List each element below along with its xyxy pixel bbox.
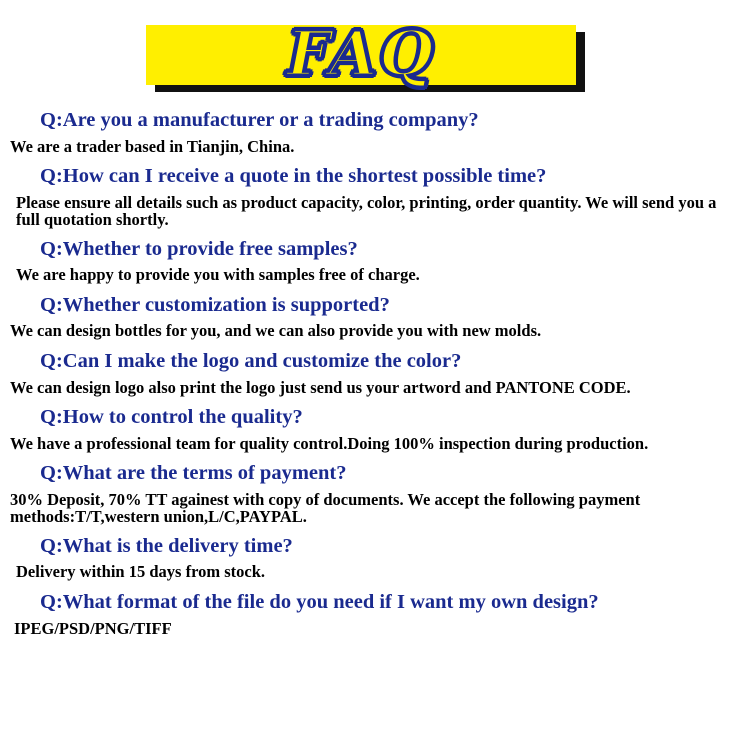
faq-item (6, 588, 744, 638)
page-title: FAQ (286, 17, 436, 90)
faq-question: Q:Whether customization is supported? (40, 293, 390, 316)
faq-answer: We have a professional team for quality control.Doing 100% inspection during production. (10, 433, 649, 453)
faq-question: Q:What format of the file do you need if I want my own design? (40, 590, 599, 613)
faq-question: Q:Whether to provide free samples? (40, 237, 358, 260)
faq-answer: IPEG/PSD/PNG/TIFF (14, 618, 172, 638)
faq-question: Q:How can I receive a quote in the shortest possible time? (40, 165, 547, 188)
faq-answer: 30% Deposit, 70% TT againest with copy of documents. We accept the following payment methods:T/T,western union,L/C,PAYPAL. (10, 490, 641, 527)
faq-question: Q:Can I make the logo and customize the color? (40, 349, 462, 372)
faq-item (6, 347, 744, 397)
faq-question: Q:What is the delivery time? (40, 534, 293, 557)
faq-item (6, 459, 744, 525)
faq-item (6, 106, 744, 156)
faq-answer: We are happy to provide you with samples free of charge. (16, 265, 420, 285)
faq-banner (0, 0, 750, 100)
faq-question: Q:How to control the quality? (40, 406, 303, 429)
faq-item (6, 403, 744, 453)
faq-answer: We can design logo also print the logo just send us your artword and PANTONE CODE. (10, 377, 631, 397)
faq-answer: We are a trader based in Tianjin, China. (10, 136, 295, 156)
faq-item (6, 291, 744, 341)
faq-question: Q:What are the terms of payment? (40, 462, 347, 485)
faq-item (6, 162, 744, 228)
faq-list (0, 106, 750, 638)
faq-question: Q:Are you a manufacturer or a trading company? (40, 109, 479, 131)
faq-answer: Delivery within 15 days from stock. (16, 562, 266, 582)
faq-item (6, 235, 744, 285)
faq-item (6, 532, 744, 582)
faq-answer: Please ensure all details such as product capacity, color, printing, order quantity. We will send you a full quotation shortly. (16, 192, 717, 230)
faq-answer: We can design bottles for you, and we can also provide you with new molds. (10, 321, 542, 341)
